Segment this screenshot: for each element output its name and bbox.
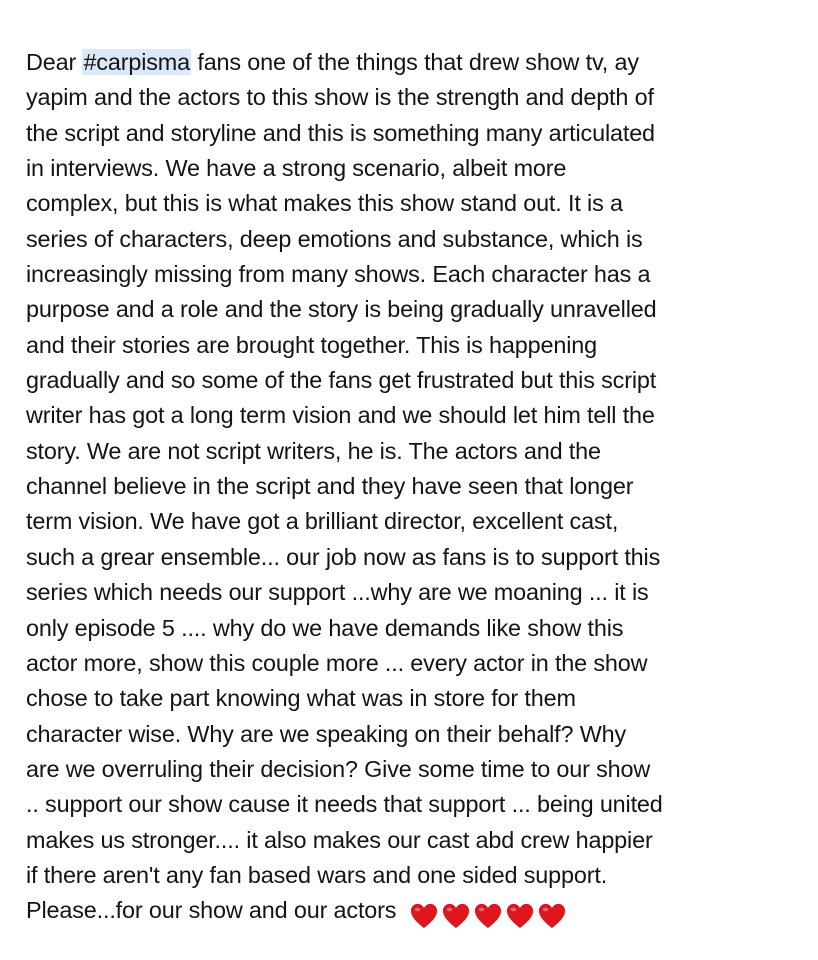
- post-line-text: fans one of the things that drew show tv, ay: [191, 49, 639, 75]
- post-line: writer has got a long term vision and we should let him tell the: [26, 402, 655, 429]
- post-line: [26, 45, 816, 80]
- post-line: .. support our show cause it needs that support ... being united: [26, 791, 663, 818]
- post-line: actor more, show this couple more ... every actor in the show: [26, 649, 648, 676]
- post-line: such a grear ensemble... our job now as fans is to support this: [26, 543, 661, 570]
- post-line: purpose and a role and the story is being gradually unravelled: [26, 296, 657, 323]
- post-line: if there aren't any fan based wars and one sided support.: [26, 861, 608, 888]
- post-line: chose to take part knowing what was in store for them: [26, 685, 576, 712]
- post-line: series of characters, deep emotions and substance, which is: [26, 225, 643, 252]
- post-line-last: [26, 893, 816, 928]
- red-heart-icon: [409, 902, 439, 930]
- post-line-text: Please...for our show and our actors: [26, 897, 403, 924]
- post-line: the script and storyline and this is something many articulated: [26, 119, 655, 146]
- post-line: channel believe in the script and they have seen that longer: [26, 473, 634, 500]
- post-line: complex, but this is what makes this show stand out. It is a: [26, 190, 623, 217]
- post-line: yapim and the actors to this show is the strength and depth of: [26, 84, 654, 111]
- post-line: increasingly missing from many shows. Each character has a: [26, 261, 651, 288]
- red-heart-icon: [505, 902, 535, 930]
- red-heart-icon: [473, 902, 503, 930]
- post-line: and their stories are brought together. This is happening: [26, 331, 597, 358]
- post-text: [26, 45, 816, 929]
- red-heart-icon: [441, 902, 471, 930]
- post-line: in interviews. We have a strong scenario, albeit more: [26, 155, 567, 182]
- post-line: series which needs our support ...why are we moaning ... it is: [26, 579, 649, 606]
- post-line: only episode 5 .... why do we have demands like show this: [26, 614, 624, 641]
- post-line: are we overruling their decision? Give some time to our show: [26, 755, 651, 782]
- post-line: character wise. Why are we speaking on their behalf? Why: [26, 720, 627, 747]
- post-line: term vision. We have got a brilliant director, excellent cast,: [26, 508, 619, 535]
- post-line: story. We are not script writers, he is. The actors and the: [26, 437, 601, 464]
- post-line: makes us stronger.... it also makes our cast abd crew happier: [26, 826, 653, 853]
- hashtag-link[interactable]: #carpisma: [83, 49, 190, 75]
- post-line: gradually and so some of the fans get frustrated but this script: [26, 367, 657, 394]
- red-heart-icon: [537, 902, 567, 930]
- post-line-text: Dear: [26, 49, 83, 75]
- hearts-emoji-group: [409, 897, 569, 927]
